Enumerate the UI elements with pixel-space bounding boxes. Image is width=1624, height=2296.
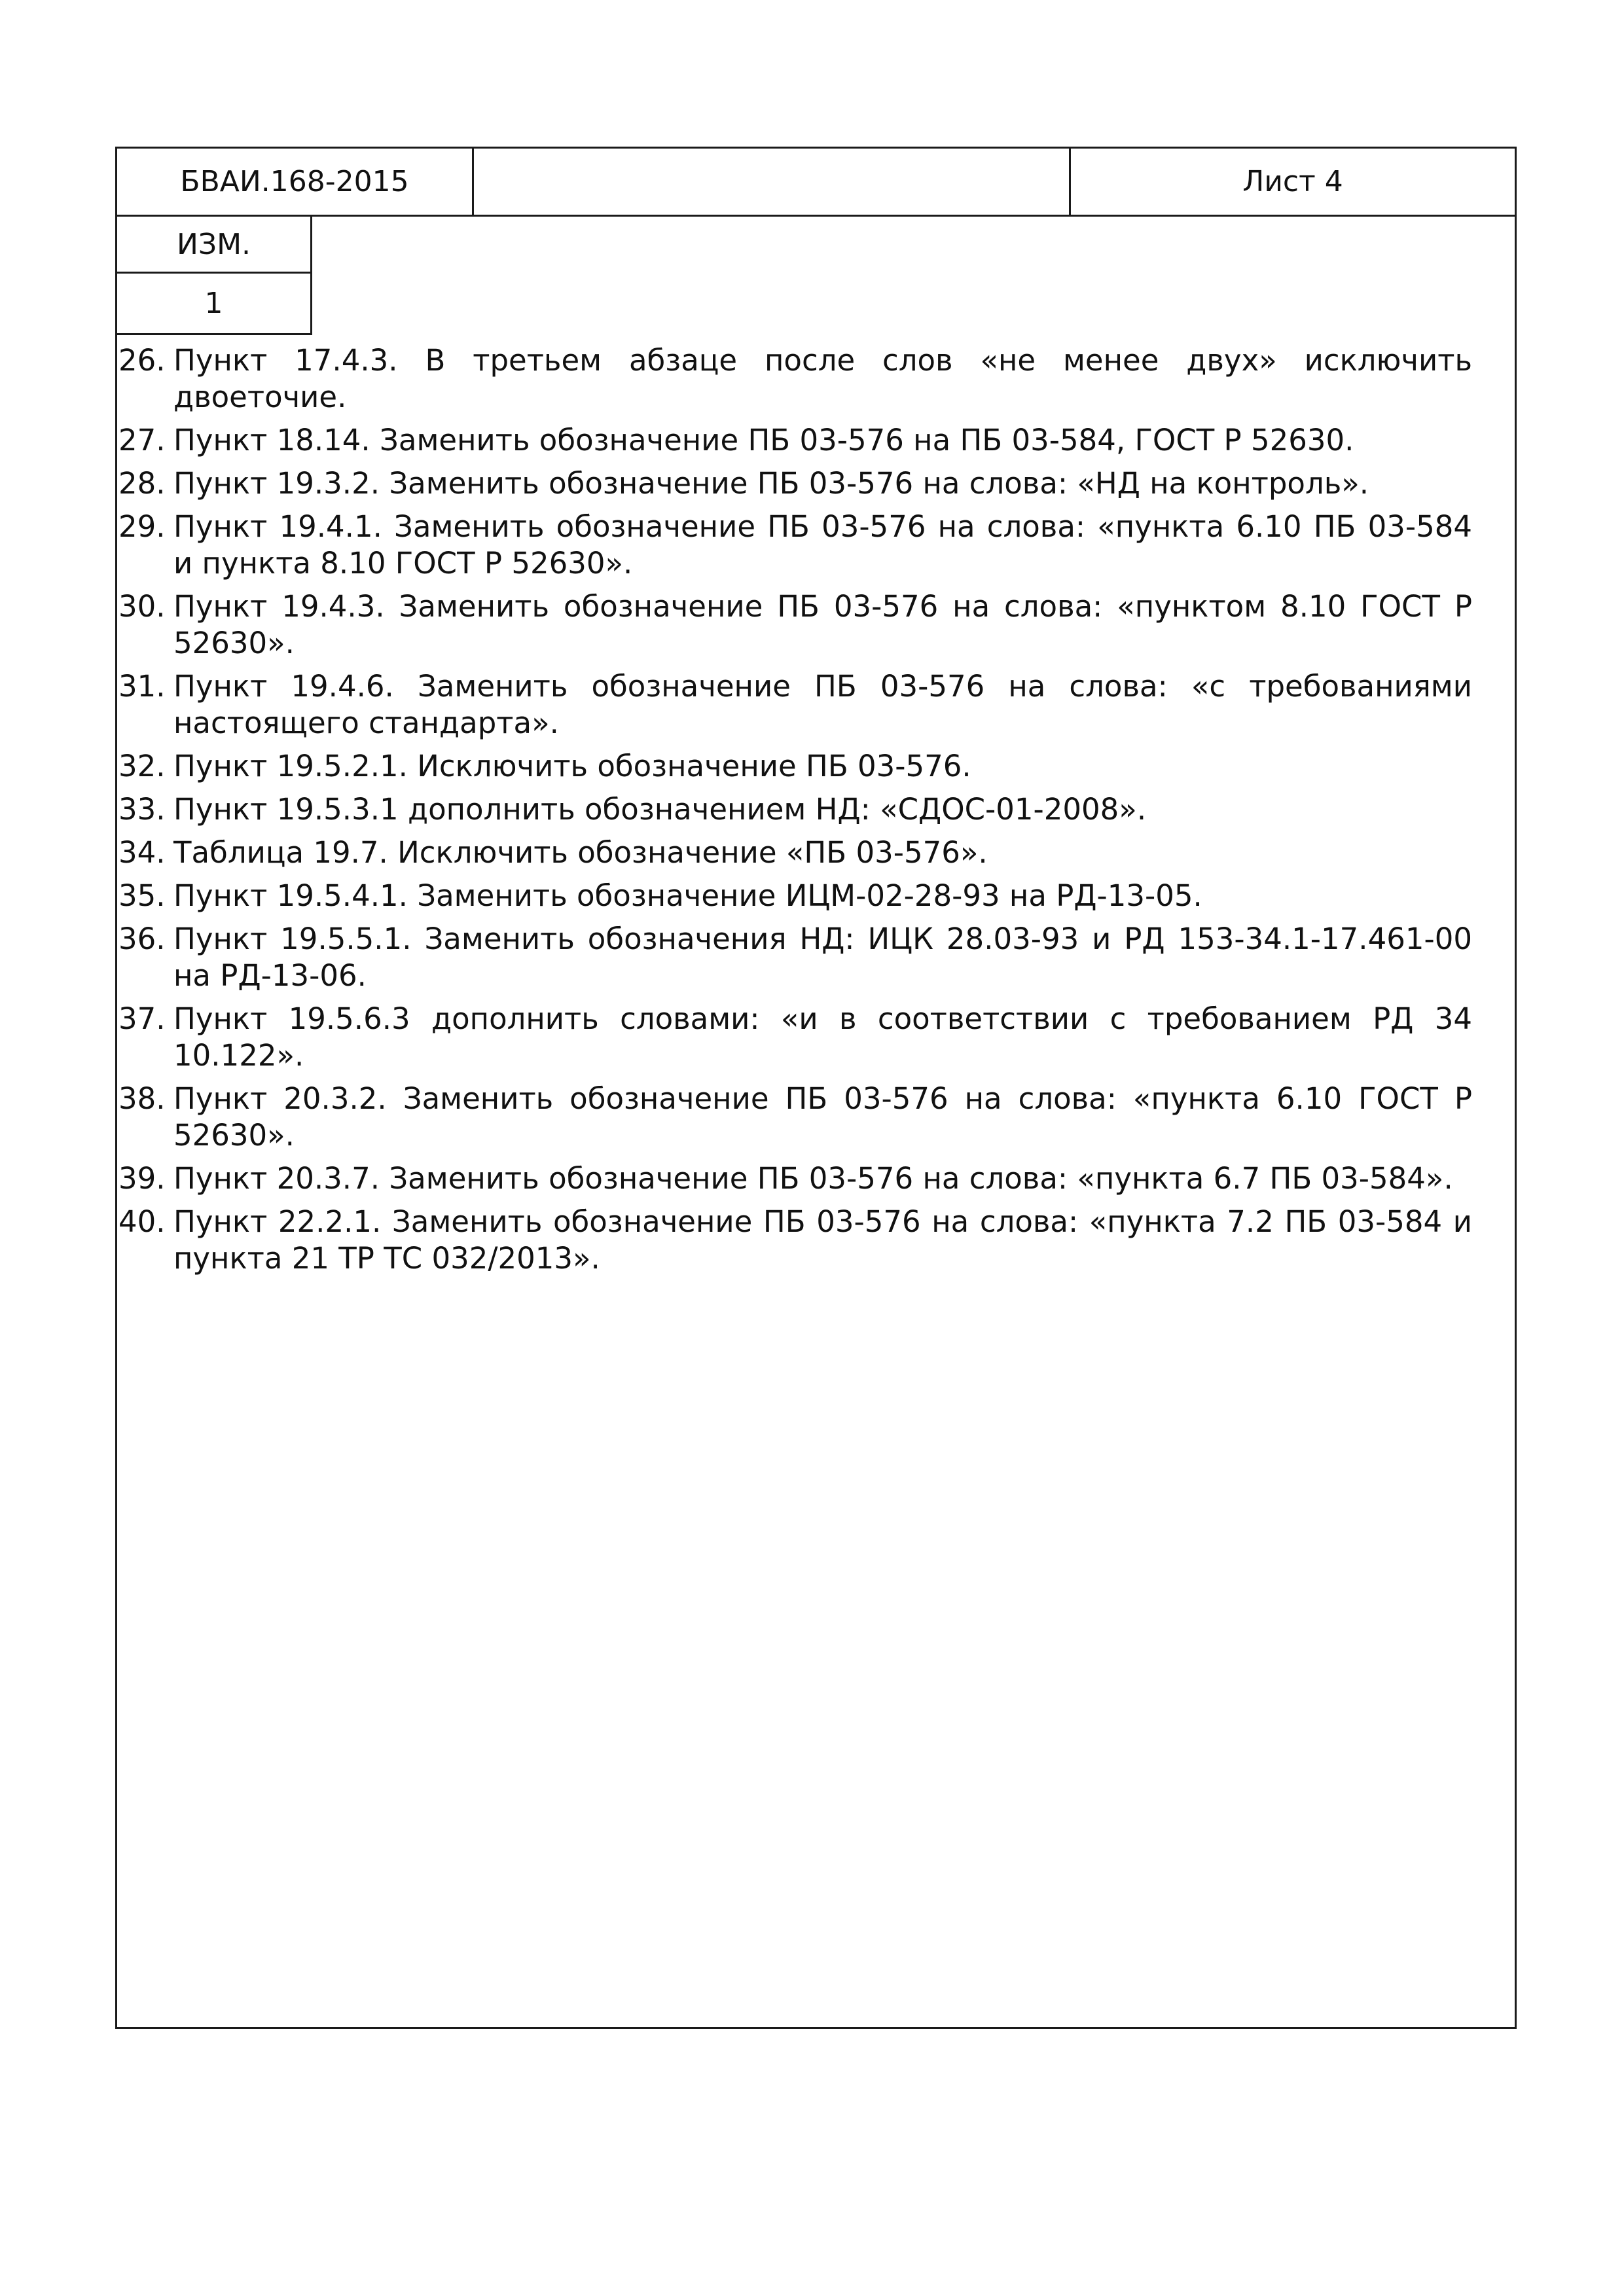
- item-text: Пункт 19.5.2.1. Исключить обозначение ПБ 03-576.: [173, 749, 971, 783]
- item-text: Пункт 19.3.2. Заменить обозначение ПБ 03-576 на слова: «НД на контроль».: [173, 466, 1369, 501]
- amendment-list: [117, 342, 1472, 1283]
- revision-label: ИЗМ.: [117, 217, 310, 274]
- item-number: 27.: [118, 423, 166, 457]
- item-number: 33.: [118, 792, 166, 827]
- item-text: Пункт 19.5.5.1. Заменить обозначения НД: ИЦК 28.03-93 и РД 153-34.1-17.461-00 на РД-13-06.: [173, 922, 1472, 993]
- header-middle-cell: [474, 149, 1071, 215]
- document-code: БВАИ.168-2015: [117, 149, 474, 215]
- list-item: [117, 422, 1472, 459]
- item-text: Пункт 19.5.3.1 дополнить обозначением НД: «СДОС-01-2008».: [173, 792, 1147, 827]
- sheet-number: Лист 4: [1242, 165, 1343, 198]
- item-number: 36.: [118, 922, 166, 956]
- list-item: [117, 748, 1472, 785]
- item-number: 34.: [118, 835, 166, 870]
- item-number: 31.: [118, 669, 166, 704]
- header-row: [117, 149, 1515, 217]
- list-item: [117, 834, 1472, 871]
- revision-box: [117, 217, 312, 335]
- item-text: Пункт 20.3.2. Заменить обозначение ПБ 03-576 на слова: «пункта 6.10 ГОСТ Р 52630».: [173, 1081, 1472, 1153]
- item-number: 39.: [118, 1161, 166, 1196]
- item-number: 29.: [118, 509, 166, 544]
- item-text: Пункт 22.2.1. Заменить обозначение ПБ 03-576 на слова: «пункта 7.2 ПБ 03-584 и пункта 21 ТР ТС 032/2013».: [173, 1204, 1472, 1276]
- page-frame: [115, 147, 1517, 2029]
- list-item: [117, 878, 1472, 914]
- item-number: 40.: [118, 1204, 166, 1239]
- list-item: [117, 342, 1472, 416]
- item-text: Пункт 19.5.6.3 дополнить словами: «и в соответствии с требованием РД 34 10.122».: [173, 1001, 1472, 1073]
- item-number: 30.: [118, 589, 166, 624]
- item-text: Таблица 19.7. Исключить обозначение «ПБ 03-576».: [173, 835, 988, 870]
- list-item: [117, 588, 1472, 662]
- item-number: 38.: [118, 1081, 166, 1116]
- item-text: Пункт 20.3.7. Заменить обозначение ПБ 03-576 на слова: «пункта 6.7 ПБ 03-584».: [173, 1161, 1453, 1196]
- item-number: 32.: [118, 749, 166, 783]
- item-text: Пункт 19.4.6. Заменить обозначение ПБ 03-576 на слова: «с требованиями настоящего стандарта».: [173, 669, 1472, 740]
- list-item: [117, 465, 1472, 502]
- list-item: [117, 509, 1472, 582]
- item-number: 37.: [118, 1001, 166, 1036]
- item-number: 35.: [118, 878, 166, 913]
- list-item: [117, 668, 1472, 742]
- list-item: [117, 1204, 1472, 1277]
- item-text: Пункт 19.4.1. Заменить обозначение ПБ 03-576 на слова: «пункта 6.10 ПБ 03-584 и пункта 8.10 ГОСТ Р 52630».: [173, 509, 1472, 581]
- item-number: 26.: [118, 343, 166, 378]
- item-text: Пункт 18.14. Заменить обозначение ПБ 03-576 на ПБ 03-584, ГОСТ Р 52630.: [173, 423, 1354, 457]
- revision-number: 1: [204, 287, 223, 320]
- list-item: [117, 1001, 1472, 1074]
- list-item: [117, 1081, 1472, 1154]
- list-item: [117, 791, 1472, 828]
- item-number: 28.: [118, 466, 166, 501]
- list-item: [117, 921, 1472, 994]
- item-text: Пункт 19.5.4.1. Заменить обозначение ИЦМ-02-28-93 на РД-13-05.: [173, 878, 1202, 913]
- item-text: Пункт 17.4.3. В третьем абзаце после слов «не менее двух» исключить двоеточие.: [173, 343, 1472, 414]
- item-text: Пункт 19.4.3. Заменить обозначение ПБ 03-576 на слова: «пунктом 8.10 ГОСТ Р 52630».: [173, 589, 1472, 660]
- list-item: [117, 1160, 1472, 1197]
